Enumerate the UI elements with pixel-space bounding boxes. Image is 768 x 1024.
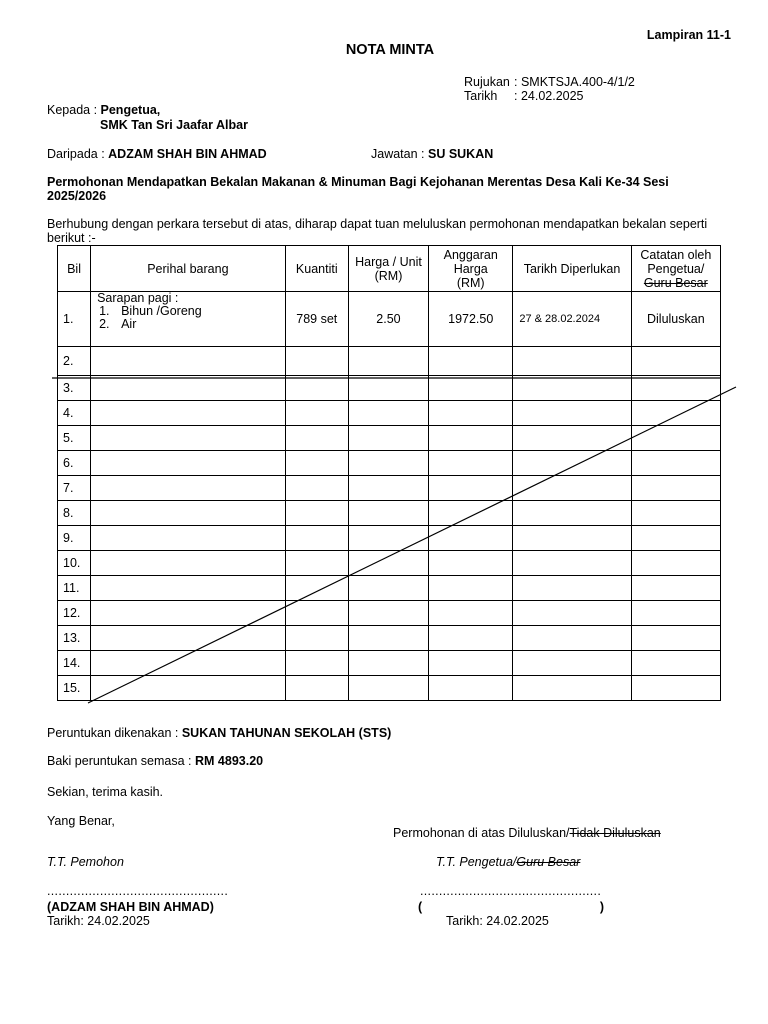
empty-cell: [631, 501, 720, 526]
table-row: [58, 676, 721, 701]
empty-cell: [631, 476, 720, 501]
row-number: 4.: [58, 401, 91, 426]
row-number: 13.: [58, 626, 91, 651]
empty-cell: [631, 451, 720, 476]
empty-cell: [91, 576, 286, 601]
row-number: 2.: [58, 347, 91, 376]
table-row: [58, 551, 721, 576]
empty-cell: [348, 576, 428, 601]
empty-cell: [631, 576, 720, 601]
header-catatan: Catatan oleh Pengetua/ Guru Besar: [631, 246, 720, 292]
empty-cell: [91, 451, 286, 476]
item-estimate: 1972.50: [429, 292, 513, 347]
empty-cell: [631, 551, 720, 576]
kepada-label: Kepada :: [47, 103, 101, 117]
empty-cell: [91, 401, 286, 426]
empty-cell: [348, 476, 428, 501]
empty-cell: [429, 651, 513, 676]
empty-cell: [513, 347, 631, 376]
empty-cell: [285, 551, 348, 576]
row-number: 9.: [58, 526, 91, 551]
empty-cell: [348, 401, 428, 426]
empty-cell: [91, 376, 286, 401]
empty-cell: [631, 626, 720, 651]
empty-cell: [429, 451, 513, 476]
request-items-table: [57, 245, 721, 701]
empty-cell: [285, 347, 348, 376]
empty-cell: [513, 426, 631, 451]
row-number: 11.: [58, 576, 91, 601]
empty-cell: [91, 426, 286, 451]
item-description: Sarapan pagi : 1. Bihun /Goreng 2. Air: [91, 292, 286, 347]
row-number: 12.: [58, 601, 91, 626]
intro-paragraph: Berhubung dengan perkara tersebut di atas, diharap dapat tuan meluluskan permohonan mendapatkan bekalan seperti berikut :-: [47, 217, 708, 245]
table-row: [58, 292, 721, 347]
document-title: NOTA MINTA: [345, 42, 435, 58]
table-row: [58, 376, 721, 401]
empty-cell: [513, 526, 631, 551]
empty-cell: [513, 376, 631, 401]
sender-name: ADZAM SHAH BIN AHMAD: [108, 147, 267, 161]
jawatan-label: Jawatan :: [371, 147, 428, 161]
applicant-signature-line: ................................................: [47, 884, 229, 898]
empty-cell: [348, 451, 428, 476]
empty-cell: [285, 676, 348, 701]
subject-heading: Permohonan Mendapatkan Bekalan Makanan & Minuman Bagi Kejohanan Merentas Desa Kali Ke-34 Sesi 2025/2026: [47, 175, 669, 203]
empty-cell: [631, 401, 720, 426]
principal-signature-label: T.T. Pengetua/Guru Besar: [436, 855, 581, 869]
header-harga: Harga / Unit (RM): [348, 246, 428, 292]
empty-cell: [285, 476, 348, 501]
empty-cell: [513, 401, 631, 426]
empty-cell: [513, 601, 631, 626]
table-header-row: [58, 246, 721, 292]
table-row: [58, 576, 721, 601]
empty-cell: [285, 626, 348, 651]
table-row: [58, 401, 721, 426]
empty-cell: [91, 601, 286, 626]
empty-cell: [91, 501, 286, 526]
recipient-school: SMK Tan Sri Jaafar Albar: [100, 118, 248, 132]
header-anggaran: Anggaran Harga (RM): [429, 246, 513, 292]
table-row: [58, 451, 721, 476]
empty-cell: [429, 476, 513, 501]
empty-cell: [348, 551, 428, 576]
table-row: [58, 476, 721, 501]
table-row: [58, 651, 721, 676]
empty-cell: [631, 651, 720, 676]
item-quantity: 789 set: [285, 292, 348, 347]
empty-cell: [631, 676, 720, 701]
empty-cell: [631, 426, 720, 451]
empty-cell: [429, 576, 513, 601]
sender-line: [47, 147, 267, 161]
empty-cell: [348, 651, 428, 676]
principal-signature-line: ................................................: [420, 884, 602, 898]
item-remark: Diluluskan: [631, 292, 720, 347]
item-unit-price: 2.50: [348, 292, 428, 347]
rujukan-label: Rujukan: [464, 75, 510, 89]
closing-thanks: Sekian, terima kasih.: [47, 785, 164, 799]
row-number: 1.: [58, 292, 91, 347]
balance-line: Baki peruntukan semasa : RM 4893.20: [47, 754, 264, 768]
empty-cell: [285, 601, 348, 626]
empty-cell: [348, 601, 428, 626]
empty-cell: [91, 476, 286, 501]
recipient-title: Pengetua,: [100, 103, 161, 117]
empty-cell: [429, 347, 513, 376]
empty-cell: [429, 526, 513, 551]
principal-name-placeholder: ( ): [418, 900, 604, 914]
table-row: [58, 347, 721, 376]
empty-cell: [631, 376, 720, 401]
row-number: 14.: [58, 651, 91, 676]
position-value: SU SUKAN: [427, 147, 494, 161]
empty-cell: [285, 451, 348, 476]
empty-cell: [348, 376, 428, 401]
header-tarikh: Tarikh Diperlukan: [513, 246, 631, 292]
empty-cell: [429, 626, 513, 651]
empty-cell: [513, 576, 631, 601]
empty-cell: [348, 676, 428, 701]
empty-cell: [348, 426, 428, 451]
empty-cell: [348, 626, 428, 651]
empty-cell: [429, 376, 513, 401]
tarikh-value: : 24.02.2025: [514, 89, 584, 103]
empty-cell: [285, 376, 348, 401]
empty-cell: [348, 526, 428, 551]
table-row: [58, 601, 721, 626]
empty-cell: [285, 501, 348, 526]
row-number: 8.: [58, 501, 91, 526]
empty-cell: [429, 501, 513, 526]
empty-cell: [91, 626, 286, 651]
empty-cell: [513, 476, 631, 501]
empty-cell: [513, 676, 631, 701]
empty-cell: [91, 551, 286, 576]
recipient-block: [47, 103, 248, 133]
empty-cell: [513, 651, 631, 676]
table-row: [58, 501, 721, 526]
empty-cell: [285, 526, 348, 551]
allocation-line: Peruntukan dikenakan : SUKAN TAHUNAN SEKOLAH (STS): [47, 726, 392, 740]
row-number: 5.: [58, 426, 91, 451]
empty-cell: [429, 426, 513, 451]
tarikh-label: Tarikh: [464, 89, 498, 103]
reference-block: [464, 75, 635, 103]
empty-cell: [348, 501, 428, 526]
empty-cell: [631, 526, 720, 551]
row-number: 7.: [58, 476, 91, 501]
row-number: 15.: [58, 676, 91, 701]
header-kuantiti: Kuantiti: [285, 246, 348, 292]
empty-cell: [513, 626, 631, 651]
appendix-label: Lampiran 11-1: [646, 28, 731, 42]
row-number: 10.: [58, 551, 91, 576]
empty-cell: [285, 401, 348, 426]
rujukan-value: : SMKTSJA.400-4/1/2: [514, 75, 635, 89]
empty-cell: [513, 501, 631, 526]
row-number: 6.: [58, 451, 91, 476]
empty-cell: [285, 576, 348, 601]
applicant-name: (ADZAM SHAH BIN AHMAD): [47, 900, 214, 914]
empty-cell: [348, 347, 428, 376]
table-row: [58, 526, 721, 551]
empty-cell: [429, 551, 513, 576]
empty-cell: [429, 676, 513, 701]
empty-cell: [91, 676, 286, 701]
empty-cell: [513, 551, 631, 576]
table-row: [58, 426, 721, 451]
empty-cell: [285, 426, 348, 451]
empty-cell: [285, 651, 348, 676]
balance-value: RM 4893.20: [195, 754, 264, 768]
empty-cell: [429, 401, 513, 426]
empty-cell: [91, 347, 286, 376]
header-bil: Bil: [58, 246, 91, 292]
applicant-date: Tarikh: 24.02.2025: [47, 914, 150, 928]
header-perihal: Perihal barang: [91, 246, 286, 292]
position-line: [371, 147, 493, 161]
empty-cell: [91, 526, 286, 551]
empty-cell: [91, 651, 286, 676]
closing-salutation: Yang Benar,: [47, 814, 115, 828]
allocation-value: SUKAN TAHUNAN SEKOLAH (STS): [181, 726, 392, 740]
empty-cell: [429, 601, 513, 626]
approval-statement: Permohonan di atas Diluluskan/Tidak Diluluskan: [393, 826, 661, 840]
principal-date: Tarikh: 24.02.2025: [446, 914, 549, 928]
applicant-signature-label: T.T. Pemohon: [47, 855, 124, 869]
empty-cell: [631, 601, 720, 626]
item-date-required: 27 & 28.02.2024: [513, 292, 631, 347]
table-row: [58, 626, 721, 651]
empty-cell: [513, 451, 631, 476]
daripada-label: Daripada :: [47, 147, 109, 161]
row-number: 3.: [58, 376, 91, 401]
empty-cell: [631, 347, 720, 376]
